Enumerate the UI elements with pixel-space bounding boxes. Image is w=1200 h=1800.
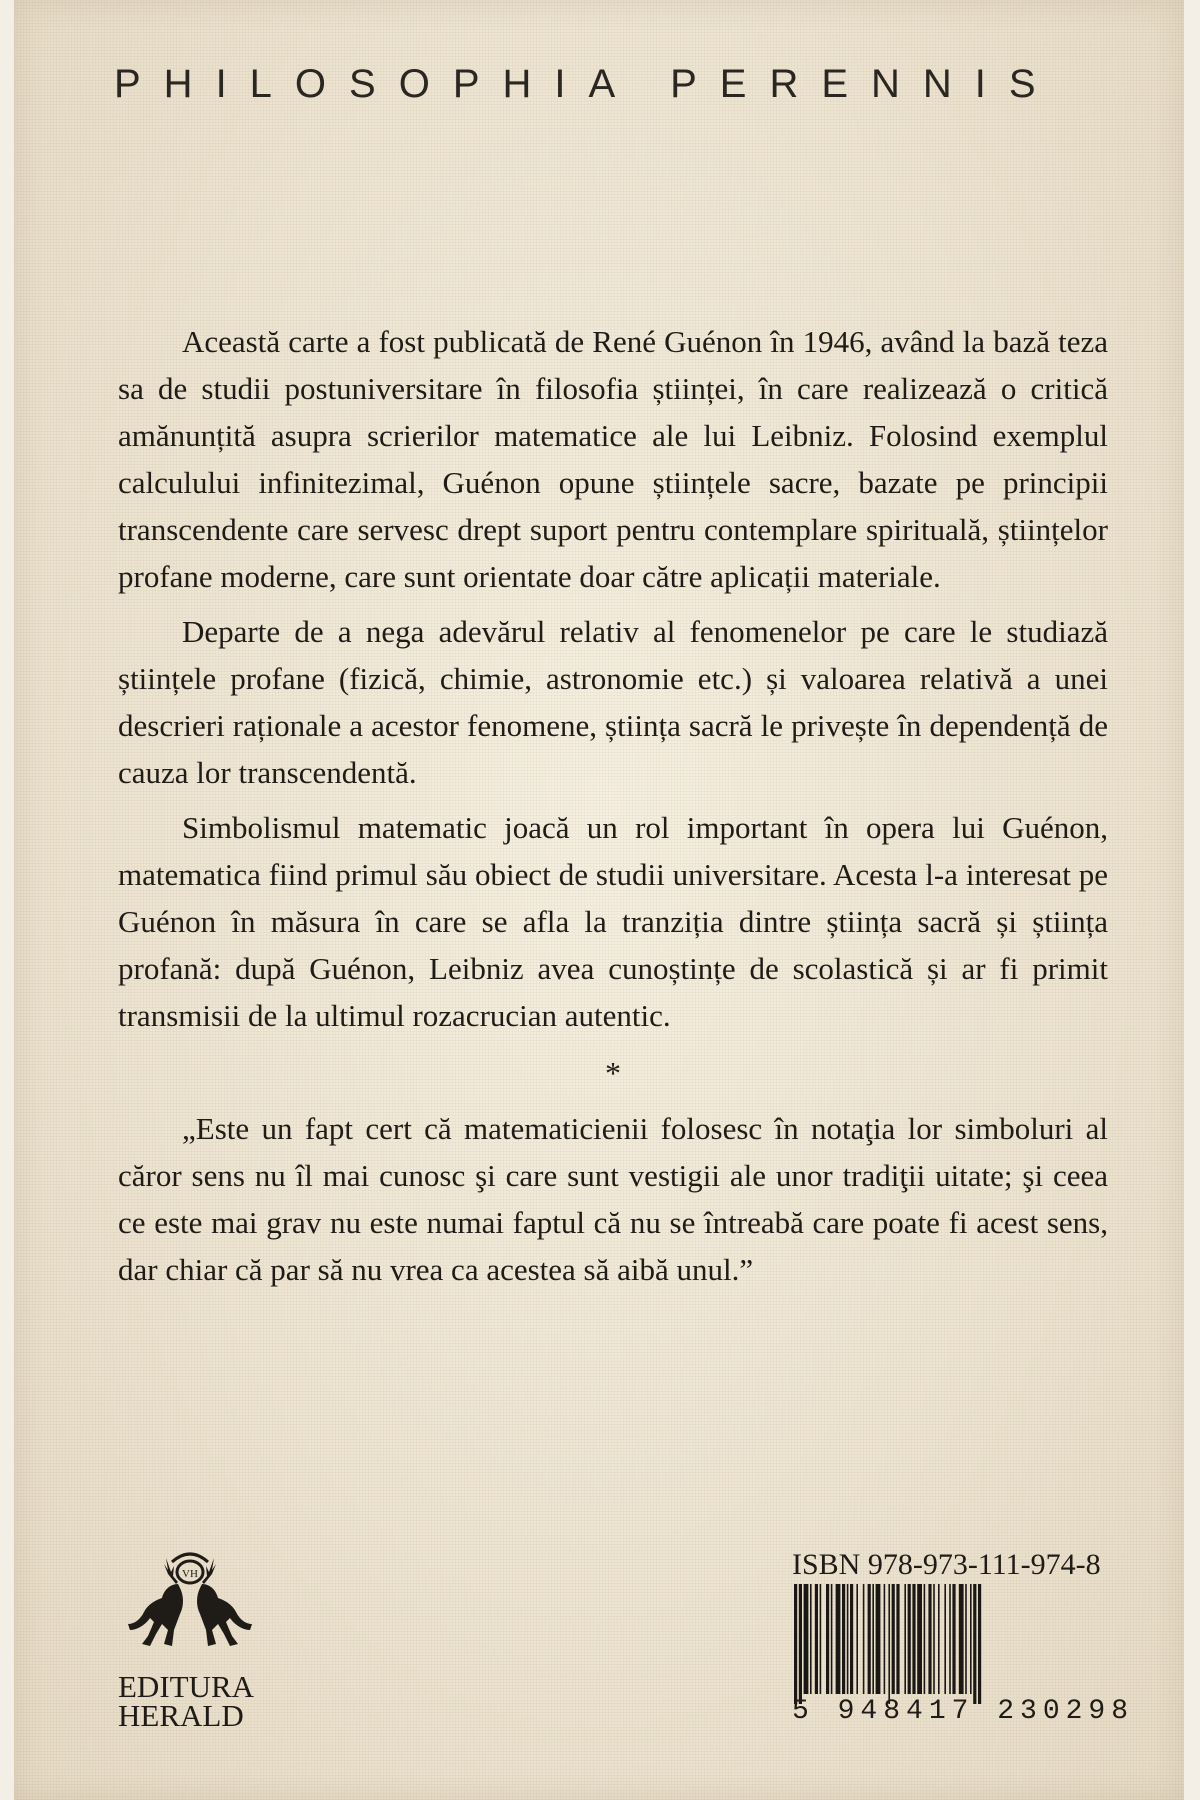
barcode-bar (959, 1584, 964, 1694)
barcode (792, 1584, 1110, 1704)
barcode-bar (815, 1584, 818, 1694)
barcode-bar (949, 1584, 951, 1694)
separator-asterisk: * (605, 1055, 621, 1091)
barcode-bar (938, 1584, 940, 1694)
barcode-bar (884, 1584, 886, 1694)
barcode-bar (912, 1584, 915, 1694)
barcode-bar (924, 1584, 926, 1694)
barcode-bar (799, 1584, 802, 1704)
two-rampant-deer-crest-icon (120, 1540, 260, 1670)
barcode-bar (836, 1584, 841, 1694)
barcode-bar (965, 1584, 967, 1694)
blurb-paragraph-1: Această carte a fost publicată de René Guénon în 1946, având la bază teza sa de studii postuniversitare în filosofia științei, în care realizează o critică amănunțită asupra scrierilor matematice ale lui Leibniz. Folosind exemplul calculului infinitezimal, Guénon opune științele sacre, bazate pe principii transcendente care servesc drept suport pentru contemplare spirituală, științelor profane moderne, care sunt orientate doar către aplicații materiale. (118, 324, 1108, 594)
barcode-bar (944, 1584, 946, 1694)
quote-paragraph: „Este un fapt cert că matematicienii folosesc în notaţia lor simboluri al căror sens nu îl mai cunosc şi care sunt vestigii ale unor tradiţii uitate; şi ceea ce este mai grav nu este numai faptul că nu se întreabă care poate fi acest sens, dar chiar că par să nu vrea ca acestea să aibă unul.” (118, 1111, 1108, 1287)
barcode-bar (973, 1584, 976, 1704)
publisher-name-line-2: HERALD (118, 1698, 244, 1733)
barcode-bar (868, 1584, 871, 1694)
barcode-bar (970, 1584, 972, 1694)
barcode-bar (872, 1584, 874, 1694)
barcode-bar (810, 1584, 812, 1694)
barcode-bar (908, 1584, 911, 1694)
barcode-bar (876, 1584, 881, 1694)
svg-text:VH: VH (182, 1568, 198, 1580)
barcode-bar (804, 1584, 809, 1694)
barcode-bar (820, 1584, 822, 1694)
publisher-name-line-1: EDITURA (118, 1669, 255, 1704)
series-title: PHILOSOPHIA PERENNIS (114, 62, 1059, 106)
barcode-bar (856, 1584, 858, 1694)
barcode-bar (842, 1584, 845, 1694)
barcode-bar (850, 1584, 853, 1694)
barcode-bar (826, 1584, 829, 1694)
barcode-bar (904, 1584, 906, 1694)
barcode-bar (896, 1584, 899, 1694)
blurb-paragraph-3: Simbolismul matematic joacă un rol important în opera lui Guénon, matematica fiind primul său obiect de studii universitare. Acesta l-a interesat pe Guénon în măsura în care se afla la tranziția dintre știința sacră și știința profană: după Guénon, Leibniz avea cunoștințe de scolastică și ar fi primit transmisii de la ultimul rozacrucian autentic. (118, 810, 1108, 1033)
barcode-bar (917, 1584, 922, 1694)
barcode-bar (831, 1584, 833, 1694)
barcode-bar (978, 1584, 981, 1704)
barcode-bar (888, 1584, 890, 1704)
barcode-bar (952, 1584, 955, 1694)
barcode-bar (933, 1584, 935, 1694)
blurb-text (118, 318, 1108, 1301)
barcode-digits: 5 948417 230298 (792, 1696, 1135, 1727)
barcode-bar (863, 1584, 865, 1694)
publisher-name (118, 1669, 278, 1733)
barcode-bar (892, 1584, 895, 1694)
barcode-bar (794, 1584, 797, 1704)
barcode-bar (928, 1584, 931, 1694)
isbn-label: ISBN 978-973-111-974-8 (792, 1548, 1101, 1581)
blurb-paragraph-2: Departe de a nega adevărul relativ al fenomenelor pe care le studiază științele profane (fizică, chimie, astronomie etc.) și valoarea relativă a unei descrieri raționale a acestor fenomene, știința sacră le privește în dependență de cauza lor transcendentă. (118, 614, 1108, 790)
back-cover (14, 0, 1184, 1800)
barcode-bar (847, 1584, 849, 1694)
